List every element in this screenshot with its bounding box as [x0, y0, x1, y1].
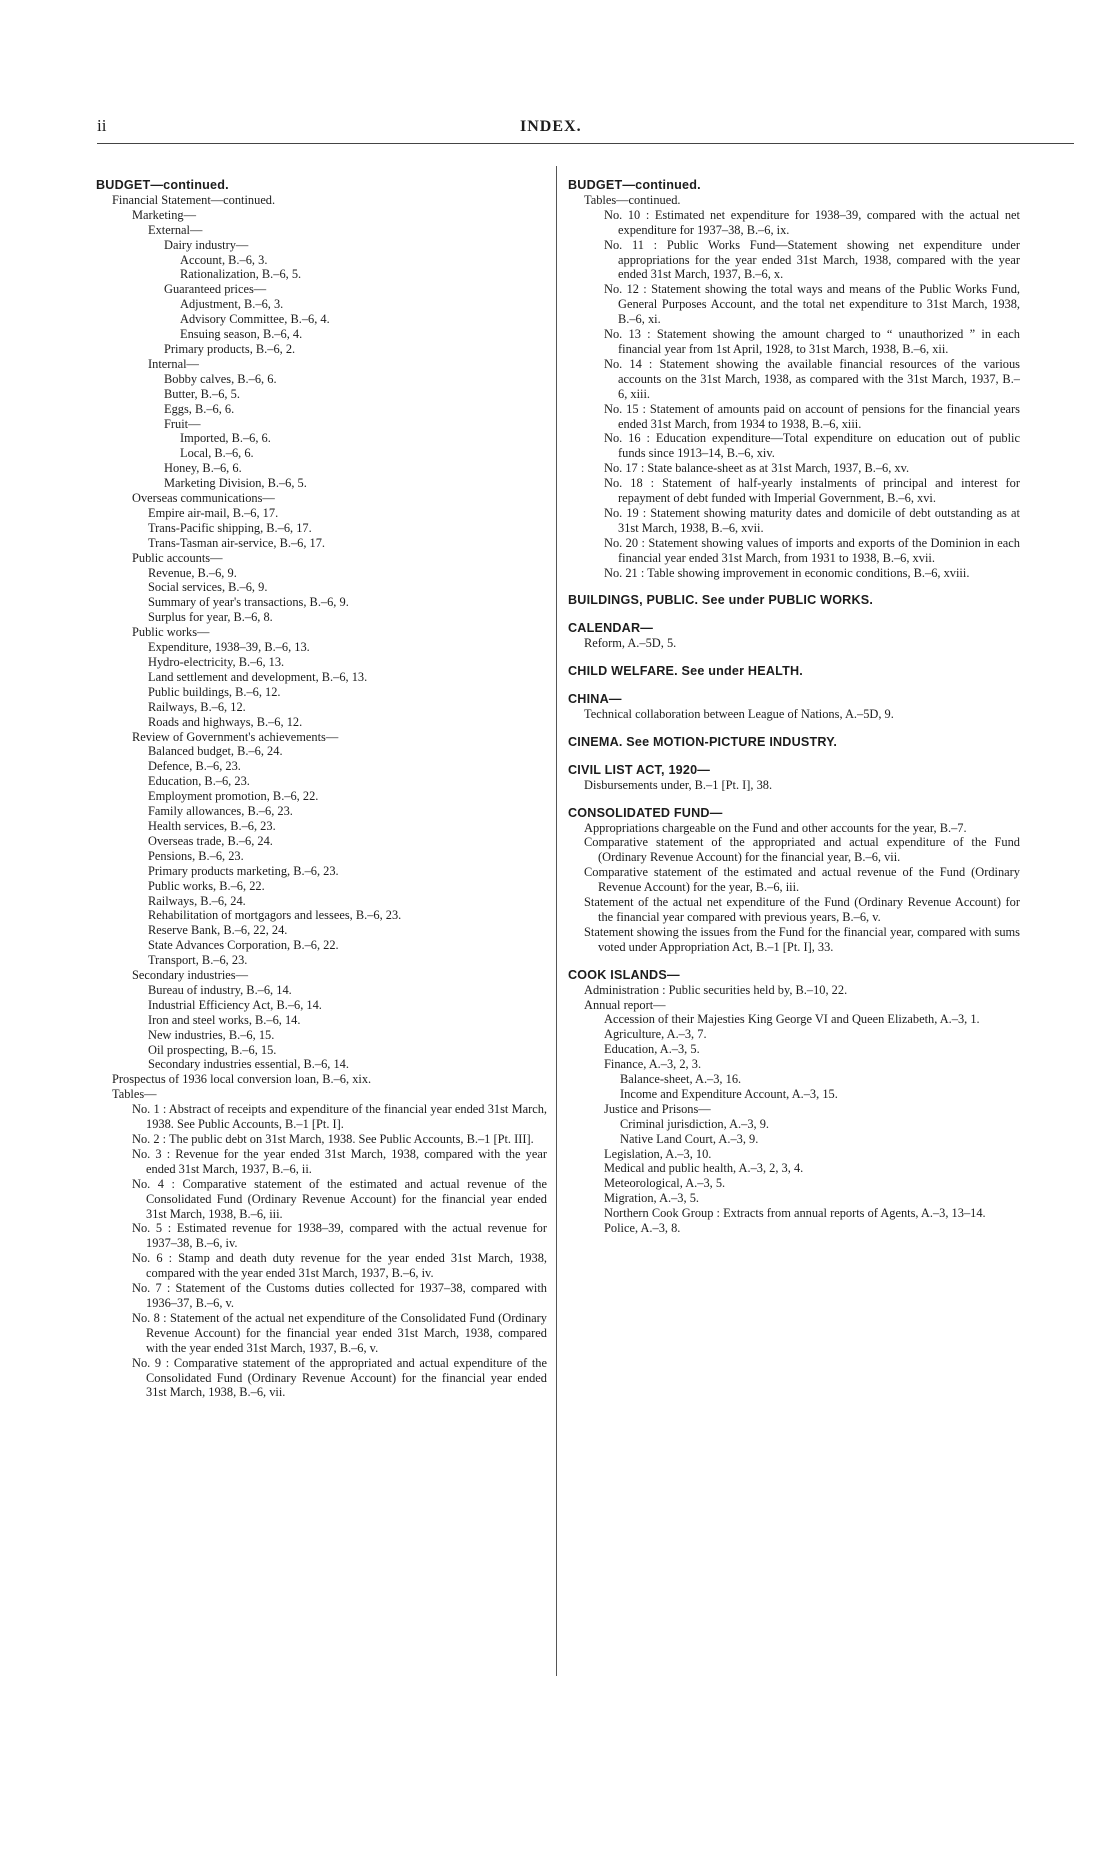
- index-entry: Native Land Court, A.–3, 9.: [620, 1131, 759, 1146]
- index-entry: Bureau of industry, B.–6, 14.: [148, 982, 292, 997]
- index-entry: No. 1 : Abstract of receipts and expenditure of the financial year ended 31st March, 1938. See Public Accounts, B.–1 [Pt. I].: [132, 1102, 547, 1132]
- index-entry: Social services, B.–6, 9.: [148, 580, 268, 595]
- index-heading: COOK ISLANDS—: [568, 967, 680, 982]
- index-entry: Statement showing the issues from the Fund for the financial year, compared with sums voted under Appropriation Act, B.–1 [Pt. I], 33.: [584, 924, 1020, 954]
- index-entry: Local, B.–6, 6.: [180, 446, 254, 461]
- index-heading: CALENDAR—: [568, 621, 654, 636]
- index-entry: Imported, B.–6, 6.: [180, 431, 271, 446]
- index-entry: Land settlement and development, B.–6, 13.: [148, 669, 368, 684]
- index-entry: Health services, B.–6, 23.: [148, 818, 276, 833]
- index-entry: No. 17 : State balance-sheet as at 31st March, 1937, B.–6, xv.: [604, 461, 910, 476]
- index-entry: Public buildings, B.–6, 12.: [148, 684, 281, 699]
- index-entry: Secondary industries essential, B.–6, 14.: [148, 1057, 349, 1072]
- index-entry: Overseas trade, B.–6, 24.: [148, 833, 273, 848]
- index-entry: New industries, B.–6, 15.: [148, 1027, 275, 1042]
- index-entry: Tables—continued.: [584, 192, 681, 207]
- index-entry: No. 21 : Table showing improvement in economic conditions, B.–6, xviii.: [604, 565, 970, 580]
- index-heading: CHILD WELFARE. See under HEALTH.: [568, 664, 803, 679]
- index-entry: Trans-Tasman air-service, B.–6, 17.: [148, 535, 326, 550]
- index-entry: No. 4 : Comparative statement of the estimated and actual revenue of the Consolidated Fund (Ordinary Revenue Account) for the financial year ended 31st March, 1938, B.–6, iii.: [132, 1176, 547, 1221]
- index-entry: Transport, B.–6, 23.: [148, 953, 248, 968]
- index-entry: Internal—: [148, 356, 199, 371]
- index-entry: No. 12 : Statement showing the total ways and means of the Public Works Fund, General Purposes Account, and the total net expenditure to 31st March, 1938, B.–6, xi.: [604, 282, 1020, 327]
- index-entry: No. 6 : Stamp and death duty revenue for the year ended 31st March, 1938, compared with the year ended 31st March, 1937, B.–6, iv.: [132, 1251, 547, 1281]
- index-entry: No. 7 : Statement of the Customs duties collected for 1937–38, compared with 1936–37, B.–6, v.: [132, 1281, 547, 1310]
- index-entry: Industrial Efficiency Act, B.–6, 14.: [148, 997, 322, 1012]
- index-entry: External—: [148, 222, 203, 237]
- index-entry: No. 8 : Statement of the actual net expenditure of the Consolidated Fund (Ordinary Revenue Account) for the financial year ended 31st March, 1938, compared with the year ended 31st March, 1937, B.–6, v.: [132, 1310, 547, 1355]
- index-entry: Pensions, B.–6, 23.: [148, 848, 244, 863]
- index-entry: Empire air-mail, B.–6, 17.: [148, 505, 279, 520]
- index-heading: CIVIL LIST ACT, 1920—: [568, 762, 711, 777]
- index-entry: Agriculture, A.–3, 7.: [604, 1027, 707, 1042]
- index-entry: Finance, A.–3, 2, 3.: [604, 1057, 702, 1072]
- index-entry: Public works, B.–6, 22.: [148, 878, 265, 893]
- index-entry: Public works—: [132, 625, 210, 640]
- index-entry: Eggs, B.–6, 6.: [164, 401, 235, 416]
- header-rule: [97, 143, 1074, 144]
- index-entry: Ensuing season, B.–6, 4.: [180, 327, 303, 342]
- index-entry: Advisory Committee, B.–6, 4.: [180, 312, 330, 327]
- index-entry: Dairy industry—: [164, 237, 249, 252]
- index-entry: Justice and Prisons—: [604, 1101, 711, 1116]
- page-title: INDEX.: [520, 118, 582, 135]
- index-entry: Income and Expenditure Account, A.–3, 15.: [620, 1086, 838, 1101]
- index-entry: Public accounts—: [132, 550, 223, 565]
- index-entry: Reform, A.–5D, 5.: [584, 636, 677, 651]
- index-entry: No. 18 : Statement of half-yearly instalments of principal and interest for repayment of debt funded with Imperial Government, B.–6, xvi.: [604, 476, 1020, 506]
- index-entry: No. 10 : Estimated net expenditure for 1938–39, compared with the actual net expenditure for 1937–38, B.–6, ix.: [604, 207, 1020, 237]
- index-heading: BUDGET—continued.: [96, 178, 229, 192]
- index-entry: Oil prospecting, B.–6, 15.: [148, 1042, 277, 1057]
- index-entry: No. 13 : Statement showing the amount charged to “ unauthorized ” in each financial year from 1st April, 1928, to 31st March, 1938, B.–6, xii.: [604, 327, 1020, 356]
- index-entry: Employment promotion, B.–6, 22.: [148, 789, 319, 804]
- index-heading: CHINA—: [568, 692, 622, 707]
- index-entry: Balance-sheet, A.–3, 16.: [620, 1072, 742, 1087]
- index-entry: Rehabilitation of mortgagors and lessees, B.–6, 23.: [148, 908, 402, 923]
- index-entry: Administration : Public securities held by, B.–10, 22.: [584, 982, 848, 997]
- index-entry: Primary products marketing, B.–6, 23.: [148, 863, 339, 878]
- index-entry: Roads and highways, B.–6, 12.: [148, 714, 303, 729]
- index-entry: Adjustment, B.–6, 3.: [180, 297, 284, 312]
- index-entry: Railways, B.–6, 12.: [148, 699, 246, 714]
- index-entry: Comparative statement of the appropriated and actual expenditure of the Fund (Ordinary Revenue Account) for the financial year, B.–6, vii.: [584, 835, 1020, 865]
- index-heading: CINEMA. See MOTION-PICTURE INDUSTRY.: [568, 734, 838, 749]
- index-entry: Education, B.–6, 23.: [148, 774, 250, 789]
- index-entry: No. 9 : Comparative statement of the appropriated and actual expenditure of the Consolidated Fund (Ordinary Revenue Account) for the financial year ended 31st March, 1938, B.–6, vii.: [132, 1355, 547, 1400]
- index-entry: Reserve Bank, B.–6, 22, 24.: [148, 923, 288, 938]
- index-entry: Legislation, A.–3, 10.: [604, 1146, 712, 1161]
- index-entry: Summary of year's transactions, B.–6, 9.: [148, 595, 349, 610]
- index-heading: BUILDINGS, PUBLIC. See under PUBLIC WORKS.: [568, 593, 874, 608]
- index-column-right: [568, 178, 1020, 1236]
- index-entry: Railways, B.–6, 24.: [148, 893, 246, 908]
- index-entry: Northern Cook Group : Extracts from annual reports of Agents, A.–3, 13–14.: [604, 1206, 986, 1221]
- index-entry: Police, A.–3, 8.: [604, 1221, 681, 1236]
- index-heading: BUDGET—continued.: [568, 178, 701, 192]
- index-entry: Comparative statement of the estimated and actual revenue of the Fund (Ordinary Revenue Account) for the year, B.–6, iii.: [584, 865, 1020, 895]
- index-entry: Revenue, B.–6, 9.: [148, 565, 237, 580]
- index-entry: Rationalization, B.–6, 5.: [180, 267, 302, 282]
- index-entry: State Advances Corporation, B.–6, 22.: [148, 938, 339, 953]
- index-entry: Criminal jurisdiction, A.–3, 9.: [620, 1116, 770, 1131]
- index-entry: Accession of their Majesties King George VI and Queen Elizabeth, A.–3, 1.: [604, 1012, 980, 1027]
- index-heading: CONSOLIDATED FUND—: [568, 805, 723, 820]
- index-entry: Butter, B.–6, 5.: [164, 386, 240, 401]
- index-entry: Education, A.–3, 5.: [604, 1042, 700, 1057]
- index-entry: Review of Government's achievements—: [132, 729, 339, 744]
- index-entry: No. 19 : Statement showing maturity dates and domicile of debt outstanding as at 31st March, 1938, B.–6, xvii.: [604, 505, 1020, 535]
- page-number: ii: [97, 116, 107, 135]
- index-entry: Account, B.–6, 3.: [180, 252, 268, 267]
- index-entry: Migration, A.–3, 5.: [604, 1191, 699, 1206]
- index-entry: Prospectus of 1936 local conversion loan, B.–6, xix.: [112, 1072, 372, 1087]
- index-entry: No. 5 : Estimated revenue for 1938–39, compared with the actual revenue for 1937–38, B.–6, iv.: [132, 1221, 547, 1251]
- index-entry: No. 16 : Education expenditure—Total expenditure on education out of public funds since 1913–14, B.–6, xiv.: [604, 431, 1020, 461]
- index-entry: Hydro-electricity, B.–6, 13.: [148, 655, 285, 669]
- index-entry: No. 11 : Public Works Fund—Statement showing net expenditure under appropriations for the year ended 31st March, 1938, compared with the year ended 31st March, 1937, B.–6, x.: [604, 237, 1020, 282]
- index-entry: Medical and public health, A.–3, 2, 3, 4.: [604, 1161, 804, 1176]
- index-entry: Technical collaboration between League of Nations, A.–5D, 9.: [584, 707, 894, 721]
- index-entry: Marketing—: [132, 207, 197, 222]
- index-entry: Marketing Division, B.–6, 5.: [164, 476, 307, 491]
- index-entry: Appropriations chargeable on the Fund and other accounts for the year, B.–7.: [584, 820, 967, 835]
- index-entry: Primary products, B.–6, 2.: [164, 341, 296, 356]
- index-entry: Meteorological, A.–3, 5.: [604, 1176, 726, 1191]
- index-entry: Fruit—: [164, 416, 201, 431]
- index-entry: Tables—: [112, 1087, 157, 1102]
- index-entry: Overseas communications—: [132, 491, 275, 506]
- index-entry: No. 2 : The public debt on 31st March, 1938. See Public Accounts, B.–1 [Pt. III].: [132, 1132, 534, 1146]
- index-entry: No. 14 : Statement showing the available financial resources of the various accounts on the 31st March, 1938, as compared with the 31st March, 1937, B.–6, xiii.: [604, 356, 1020, 401]
- index-entry: Honey, B.–6, 6.: [164, 461, 242, 476]
- index-entry: Expenditure, 1938–39, B.–6, 13.: [148, 640, 310, 655]
- index-entry: Balanced budget, B.–6, 24.: [148, 744, 283, 759]
- index-entry: No. 20 : Statement showing values of imports and exports of the Dominion in each financial year ended 31st March, from 1931 to 1938, B.–6, xvii.: [604, 535, 1020, 565]
- index-entry: No. 15 : Statement of amounts paid on account of pensions for the financial years ended 31st March, from 1934 to 1938, B.–6, xiii.: [604, 401, 1020, 431]
- index-entry: Guaranteed prices—: [164, 282, 267, 297]
- index-entry: Iron and steel works, B.–6, 14.: [148, 1012, 301, 1027]
- index-entry: No. 3 : Revenue for the year ended 31st March, 1938, compared with the year ended 31st March, 1937, B.–6, ii.: [132, 1146, 547, 1176]
- column-divider: [556, 166, 557, 1676]
- index-column-left: [96, 178, 547, 1400]
- index-entry: Trans-Pacific shipping, B.–6, 17.: [148, 520, 312, 535]
- index-entry: Financial Statement—continued.: [112, 192, 276, 207]
- index-entry: Statement of the actual net expenditure of the Fund (Ordinary Revenue Account) for the financial year compared with previous years, B.–6, v.: [584, 895, 1020, 924]
- index-entry: Defence, B.–6, 23.: [148, 759, 241, 774]
- index-entry: Surplus for year, B.–6, 8.: [148, 610, 273, 625]
- index-entry: Disbursements under, B.–1 [Pt. I], 38.: [584, 777, 773, 792]
- index-entry: Bobby calves, B.–6, 6.: [164, 371, 277, 386]
- index-entry: Family allowances, B.–6, 23.: [148, 804, 293, 819]
- index-entry: Annual report—: [584, 997, 666, 1012]
- index-entry: Secondary industries—: [132, 968, 248, 983]
